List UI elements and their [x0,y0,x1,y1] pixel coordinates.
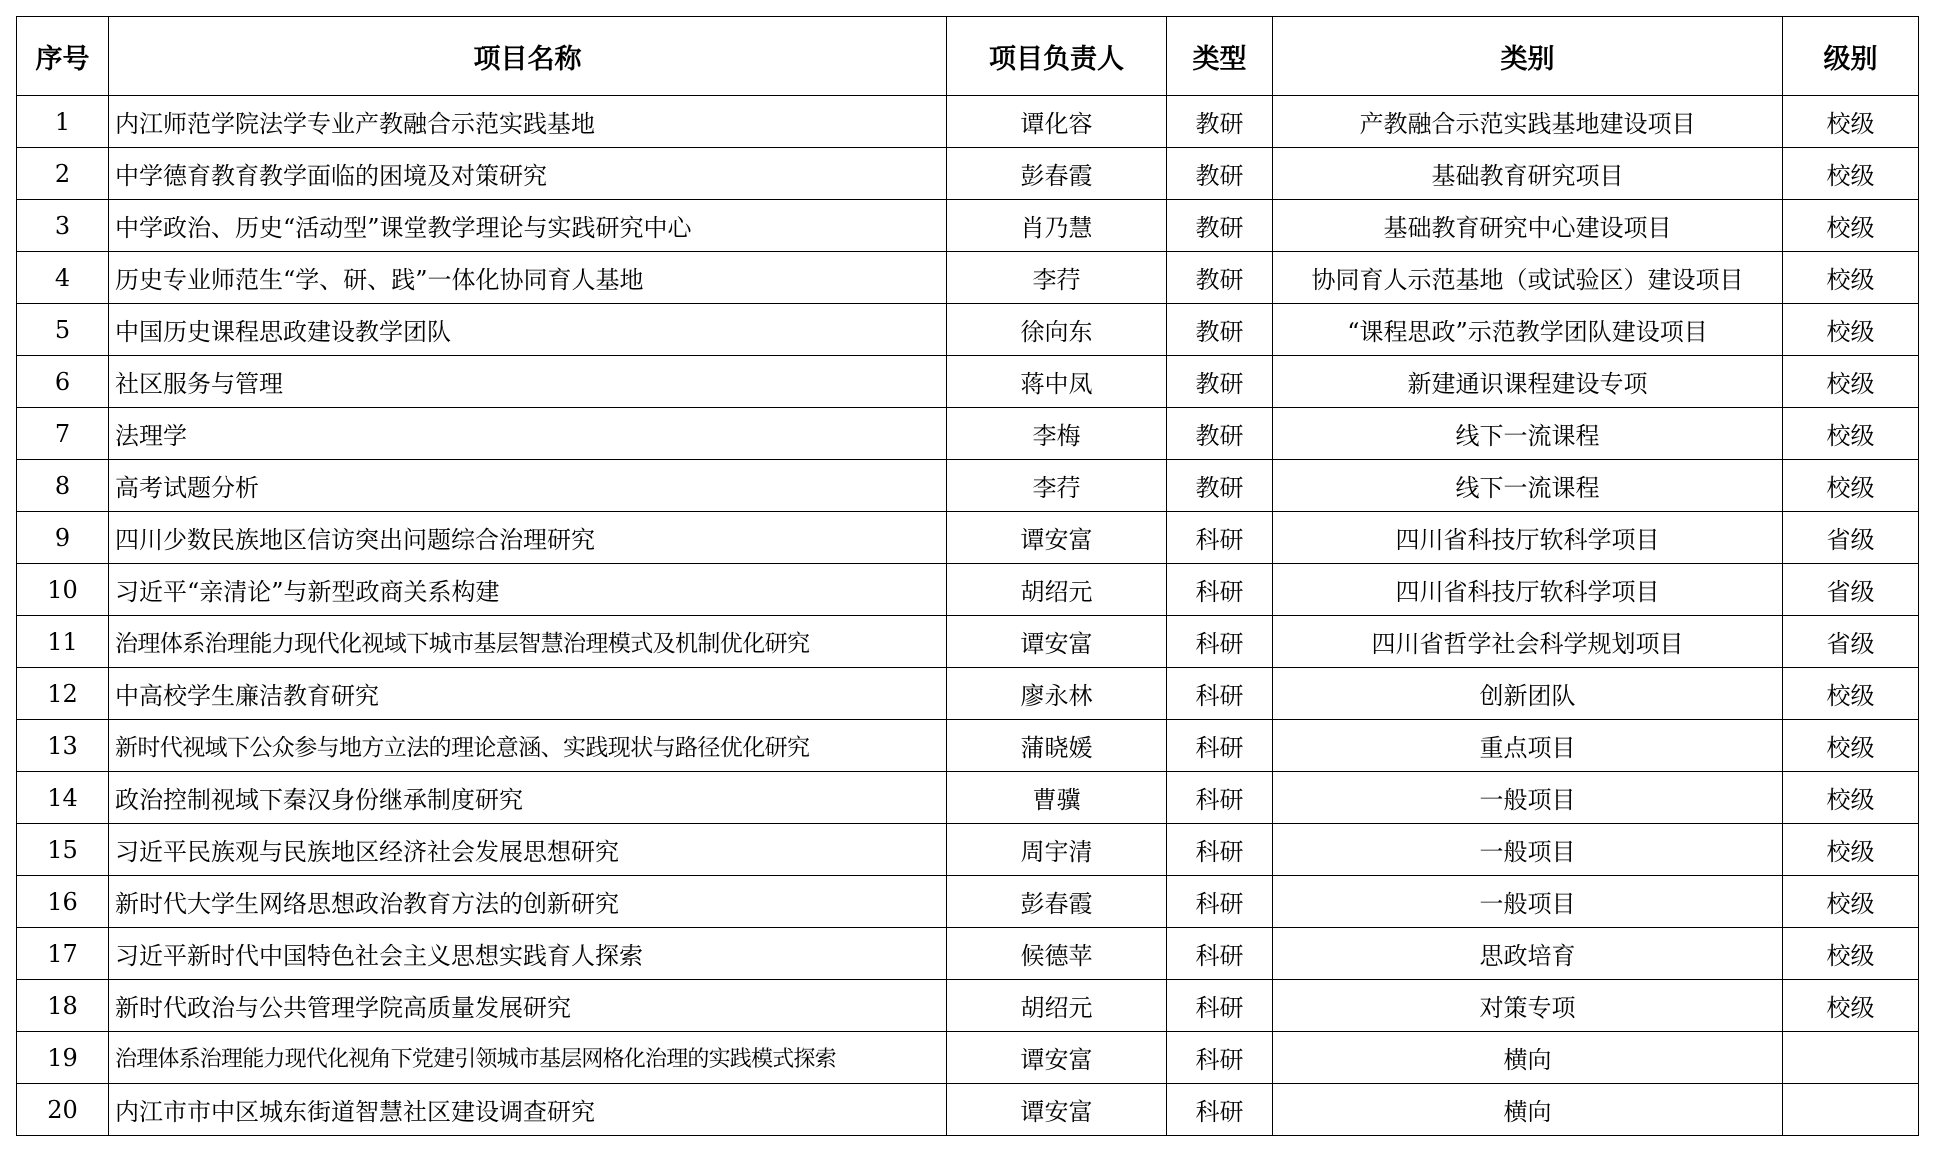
cell-leader: 周宇清 [947,824,1167,876]
table-row [17,876,1919,928]
cell-project-name: 治理体系治理能力现代化视域下城市基层智慧治理模式及机制优化研究 [109,616,947,668]
table-row [17,668,1919,720]
table-row [17,252,1919,304]
header-level: 级别 [1783,17,1919,96]
header-type: 类型 [1167,17,1273,96]
cell-leader: 李荇 [947,460,1167,512]
cell-project-name: 治理体系治理能力现代化视角下党建引领城市基层网格化治理的实践模式探索 [109,1032,947,1084]
cell-leader: 蒲晓媛 [947,720,1167,772]
cell-index: 8 [17,460,109,512]
cell-type: 科研 [1167,928,1273,980]
cell-type: 教研 [1167,96,1273,148]
table-row [17,616,1919,668]
cell-type: 教研 [1167,408,1273,460]
cell-project-name: 中高校学生廉洁教育研究 [109,668,947,720]
cell-index: 9 [17,512,109,564]
cell-index: 13 [17,720,109,772]
cell-level: 校级 [1783,928,1919,980]
cell-category: 四川省科技厅软科学项目 [1273,564,1783,616]
cell-category: 一般项目 [1273,772,1783,824]
cell-level: 校级 [1783,772,1919,824]
cell-index: 14 [17,772,109,824]
cell-type: 科研 [1167,564,1273,616]
cell-category: 创新团队 [1273,668,1783,720]
cell-leader: 谭安富 [947,1032,1167,1084]
cell-level: 省级 [1783,564,1919,616]
cell-type: 科研 [1167,824,1273,876]
cell-level: 校级 [1783,96,1919,148]
cell-type: 科研 [1167,1032,1273,1084]
cell-index: 17 [17,928,109,980]
cell-level: 省级 [1783,616,1919,668]
cell-level: 校级 [1783,356,1919,408]
table-row [17,824,1919,876]
cell-leader: 蒋中凤 [947,356,1167,408]
table-row [17,564,1919,616]
cell-project-name: 社区服务与管理 [109,356,947,408]
table-row [17,720,1919,772]
table-row [17,200,1919,252]
cell-index: 1 [17,96,109,148]
cell-index: 16 [17,876,109,928]
cell-type: 教研 [1167,304,1273,356]
table-row [17,96,1919,148]
cell-index: 15 [17,824,109,876]
cell-category: 重点项目 [1273,720,1783,772]
cell-project-name: 中国历史课程思政建设教学团队 [109,304,947,356]
cell-level: 校级 [1783,148,1919,200]
table-row [17,1032,1919,1084]
cell-level [1783,1084,1919,1136]
cell-category: 新建通识课程建设专项 [1273,356,1783,408]
cell-category: 一般项目 [1273,824,1783,876]
cell-category: 思政培育 [1273,928,1783,980]
cell-project-name: 内江市市中区城东街道智慧社区建设调查研究 [109,1084,947,1136]
cell-project-name: 四川少数民族地区信访突出问题综合治理研究 [109,512,947,564]
cell-leader: 胡绍元 [947,564,1167,616]
cell-project-name: 中学政治、历史“活动型”课堂教学理论与实践研究中心 [109,200,947,252]
cell-index: 7 [17,408,109,460]
cell-type: 科研 [1167,668,1273,720]
cell-leader: 彭春霞 [947,876,1167,928]
cell-leader: 曹骥 [947,772,1167,824]
cell-type: 教研 [1167,252,1273,304]
cell-index: 18 [17,980,109,1032]
cell-category: 协同育人示范基地（或试验区）建设项目 [1273,252,1783,304]
project-table-sheet [16,16,1919,1136]
cell-category: “课程思政”示范教学团队建设项目 [1273,304,1783,356]
cell-category: 四川省科技厅软科学项目 [1273,512,1783,564]
cell-leader: 谭化容 [947,96,1167,148]
table-row [17,512,1919,564]
cell-index: 19 [17,1032,109,1084]
cell-leader: 肖乃慧 [947,200,1167,252]
cell-type: 教研 [1167,460,1273,512]
cell-leader: 徐向东 [947,304,1167,356]
cell-index: 3 [17,200,109,252]
cell-leader: 谭安富 [947,616,1167,668]
cell-level: 校级 [1783,408,1919,460]
cell-type: 科研 [1167,772,1273,824]
cell-index: 4 [17,252,109,304]
table-row [17,304,1919,356]
table-row [17,356,1919,408]
cell-index: 5 [17,304,109,356]
cell-category: 一般项目 [1273,876,1783,928]
cell-leader: 彭春霞 [947,148,1167,200]
table-header-row [17,17,1919,96]
cell-project-name: 习近平民族观与民族地区经济社会发展思想研究 [109,824,947,876]
cell-leader: 廖永林 [947,668,1167,720]
table-row [17,148,1919,200]
header-category: 类别 [1273,17,1783,96]
table-row [17,1084,1919,1136]
cell-category: 线下一流课程 [1273,408,1783,460]
cell-leader: 胡绍元 [947,980,1167,1032]
cell-level: 校级 [1783,304,1919,356]
cell-category: 横向 [1273,1084,1783,1136]
cell-project-name: 内江师范学院法学专业产教融合示范实践基地 [109,96,947,148]
cell-level: 校级 [1783,824,1919,876]
table-row [17,772,1919,824]
table-row [17,408,1919,460]
cell-project-name: 习近平新时代中国特色社会主义思想实践育人探索 [109,928,947,980]
cell-project-name: 高考试题分析 [109,460,947,512]
cell-level: 校级 [1783,980,1919,1032]
cell-project-name: 新时代视域下公众参与地方立法的理论意涵、实践现状与路径优化研究 [109,720,947,772]
cell-category: 产教融合示范实践基地建设项目 [1273,96,1783,148]
cell-category: 四川省哲学社会科学规划项目 [1273,616,1783,668]
cell-index: 11 [17,616,109,668]
cell-project-name: 新时代政治与公共管理学院高质量发展研究 [109,980,947,1032]
cell-index: 6 [17,356,109,408]
cell-level: 校级 [1783,460,1919,512]
cell-level: 省级 [1783,512,1919,564]
cell-category: 横向 [1273,1032,1783,1084]
cell-type: 教研 [1167,200,1273,252]
cell-type: 科研 [1167,512,1273,564]
cell-level [1783,1032,1919,1084]
cell-leader: 李荇 [947,252,1167,304]
cell-index: 2 [17,148,109,200]
cell-project-name: 法理学 [109,408,947,460]
table-row [17,980,1919,1032]
cell-index: 10 [17,564,109,616]
cell-project-name: 政治控制视域下秦汉身份继承制度研究 [109,772,947,824]
cell-leader: 谭安富 [947,512,1167,564]
cell-project-name: 历史专业师范生“学、研、践”一体化协同育人基地 [109,252,947,304]
cell-index: 12 [17,668,109,720]
cell-level: 校级 [1783,720,1919,772]
cell-level: 校级 [1783,668,1919,720]
header-project-leader: 项目负责人 [947,17,1167,96]
cell-level: 校级 [1783,252,1919,304]
table-row [17,460,1919,512]
cell-type: 科研 [1167,876,1273,928]
cell-category: 对策专项 [1273,980,1783,1032]
cell-leader: 候德苹 [947,928,1167,980]
cell-level: 校级 [1783,876,1919,928]
cell-type: 科研 [1167,720,1273,772]
cell-project-name: 中学德育教育教学面临的困境及对策研究 [109,148,947,200]
cell-category: 基础教育研究中心建设项目 [1273,200,1783,252]
table-row [17,928,1919,980]
header-index: 序号 [17,17,109,96]
cell-category: 基础教育研究项目 [1273,148,1783,200]
cell-category: 线下一流课程 [1273,460,1783,512]
cell-index: 20 [17,1084,109,1136]
cell-type: 教研 [1167,356,1273,408]
header-project-name: 项目名称 [109,17,947,96]
cell-type: 教研 [1167,148,1273,200]
cell-type: 科研 [1167,980,1273,1032]
cell-leader: 谭安富 [947,1084,1167,1136]
cell-leader: 李梅 [947,408,1167,460]
cell-project-name: 习近平“亲清论”与新型政商关系构建 [109,564,947,616]
cell-type: 科研 [1167,1084,1273,1136]
cell-project-name: 新时代大学生网络思想政治教育方法的创新研究 [109,876,947,928]
cell-type: 科研 [1167,616,1273,668]
project-table [16,16,1919,1136]
cell-level: 校级 [1783,200,1919,252]
